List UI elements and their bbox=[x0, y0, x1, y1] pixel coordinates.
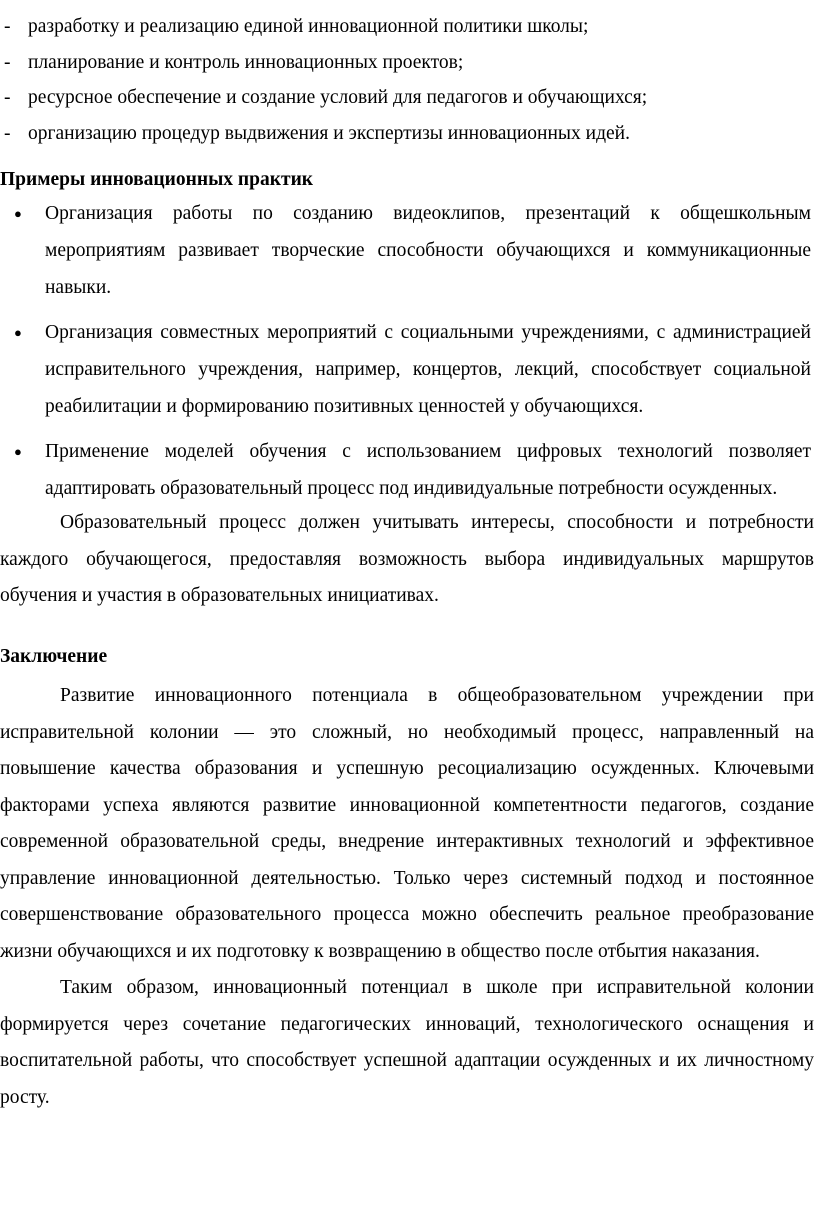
bullet-list-item bbox=[0, 433, 811, 507]
conclusion-heading: Заключение bbox=[0, 646, 108, 667]
dash-list-item bbox=[4, 116, 804, 152]
practices-summary-paragraph: Образовательный процесс должен учитывать интересы, способности и потребности каждого обучающегося, предоставляя возможность выбора индивидуальных маршрутов обучения и участия в образовательных инициативах. bbox=[0, 512, 814, 606]
practices-bullet-list bbox=[0, 195, 816, 515]
dash-list bbox=[4, 9, 804, 151]
dash-list-item-text: организацию процедур выдвижения и экспертизы инновационных идей. bbox=[28, 122, 630, 144]
dash-marker: - bbox=[4, 87, 11, 108]
bullet-icon: ● bbox=[14, 206, 22, 221]
bullet-icon: ● bbox=[14, 325, 22, 340]
bullet-list-item bbox=[0, 195, 811, 306]
dash-list-item-text: планирование и контроль инновационных проектов; bbox=[28, 51, 464, 73]
dash-list-item-text: разработку и реализацию единой инновационной политики школы; bbox=[28, 16, 589, 37]
bullet-icon: ● bbox=[14, 444, 22, 459]
dash-marker: - bbox=[4, 122, 11, 144]
bullet-item-text: Организация совместных мероприятий с социальными учреждениями, с администрацией исправительного учреждения, например, концертов, лекций, способствует социальной реабилитации и формированию позитивных ценностей у обучающихся. bbox=[45, 322, 811, 417]
practices-heading: Примеры инновационных практик bbox=[0, 169, 314, 190]
dash-list-item bbox=[4, 9, 804, 45]
conclusion-paragraph-2: Таким образом, инновационный потенциал в школе при исправительной колонии формируется через сочетание педагогических инноваций, технологического оснащения и воспитательной работы, что способствует успешной адаптации осужденных и их личностному росту. bbox=[0, 977, 814, 1108]
dash-list-item bbox=[4, 80, 804, 116]
dash-list-item bbox=[4, 45, 804, 81]
dash-marker: - bbox=[4, 51, 11, 73]
dash-list-item-text: ресурсное обеспечение и создание условий для педагогов и обучающихся; bbox=[28, 87, 648, 108]
bullet-item-text: Организация работы по созданию видеоклипов, презентаций к общешкольным мероприятиям развивает творческие способности обучающихся и коммуникационные навыки. bbox=[45, 203, 811, 298]
bullet-list-item bbox=[0, 314, 811, 425]
bullet-item-text: Применение моделей обучения с использованием цифровых технологий позволяет адаптировать образовательный процесс под индивидуальные потребности осужденных. bbox=[45, 441, 811, 499]
conclusion-paragraph-1: Развитие инновационного потенциала в общеобразовательном учреждении при исправительной колонии — это сложный, но необходимый процесс, направленный на повышение качества образования и успешную ресоциализацию осужденных. Ключевыми факторами успеха являются развитие инновационной компетентности педагогов, создание современной образовательной среды, внедрение интерактивных технологий и эффективное управление инновационной деятельностью. Только через системный подход и постоянное совершенствование образовательного процесса можно обеспечить реальное преобразование жизни обучающихся и их подготовку к возвращению в общество после отбытия наказания. bbox=[0, 685, 814, 962]
dash-marker: - bbox=[4, 16, 11, 37]
